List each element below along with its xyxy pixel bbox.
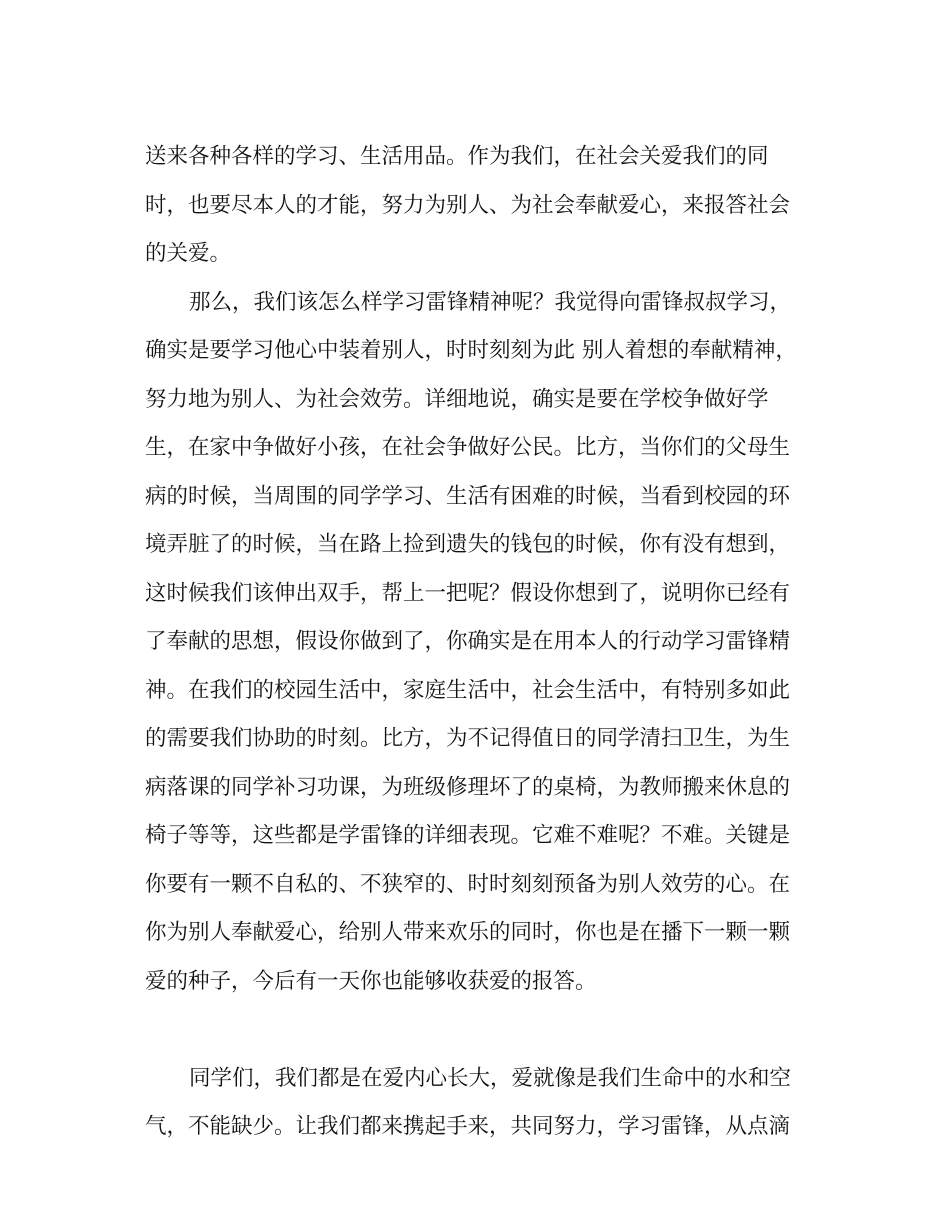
paragraph [145,279,815,1055]
text-line: 同学们，我们都是在爱内心长大，爱就像是我们生命中的水和空 [189,1065,792,1091]
text-line: 努力地为别人、为社会效劳。详细地说，确实是要在学校争做好学 [145,386,769,412]
text-line: 那么，我们该怎么样学习雷锋精神呢？我觉得向雷锋叔叔学习， [189,289,792,315]
text-line: 了奉献的思想，假设你做到了，你确实是在用本人的行动学习雷锋精 [145,629,791,654]
paragraph [145,133,815,279]
text-line: 生，在家中争做好小孩，在社会争做好公民。比方，当你们的父母生 [145,435,791,460]
text-line [145,1006,815,1055]
text-line: 椅子等等，这些都是学雷锋的详细表现。它难不难呢？不难。关键是 [145,823,791,848]
text-line: 境弄脏了的时候，当在路上捡到遗失的钱包的时候，你有没有想到， [145,532,791,557]
text-line: 送来各种各样的学习、生活用品。作为我们，在社会关爱我们的同 [145,144,769,169]
text-line: 这时候我们该伸出双手，帮上一把呢？假设你想到了，说明你已经有 [145,580,791,606]
text-line: 神。在我们的校园生活中，家庭生活中，社会生活中，有特别多如此 [145,677,791,703]
text-line: 病的时候，当周围的同学学习、生活有困难的时候，当看到校园的环 [145,483,791,509]
text-line: 时，也要尽本人的才能，努力为别人、为社会奉献爱心，来报答社会 [145,192,791,218]
text-line: 的需要我们协助的时刻。比方，为不记得值日的同学清扫卫生，为生 [145,726,791,751]
text-line: 确实是要学习他心中装着别人，时时刻刻为此 别人着想的奉献精神， [145,338,797,363]
paragraph [145,1055,815,1152]
text-line: 爱的种子，今后有一天你也能够收获爱的报答。 [145,968,597,994]
text-line: 的关爱。 [145,241,232,266]
text-line: 气，不能缺少。让我们都来携起手来，共同努力，学习雷锋，从点滴 [145,1114,791,1139]
text-line: 病落课的同学补习功课，为班级修理坏了的桌椅，为教师搬来休息的 [145,774,791,800]
document-body [145,133,815,1152]
text-line: 你为别人奉献爱心，给别人带来欢乐的同时，你也是在播下一颗一颗 [145,920,791,945]
text-line: 你要有一颗不自私的、不狭窄的、时时刻刻预备为别人效劳的心。在 [145,871,791,897]
